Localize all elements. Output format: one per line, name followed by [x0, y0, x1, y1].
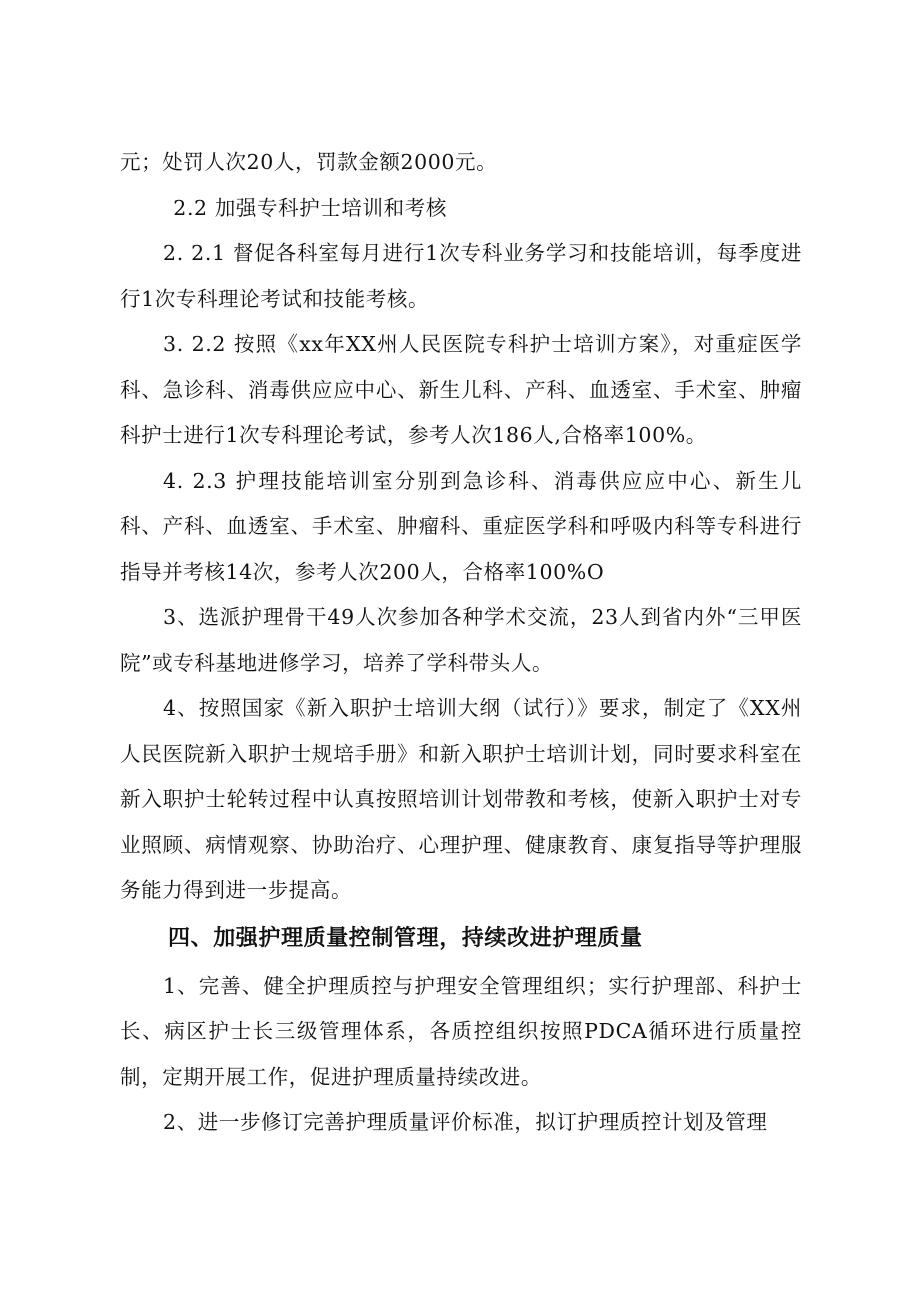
section-heading-quality-control: 四、加强护理质量控制管理，持续改进护理质量 [168, 925, 643, 951]
paragraph-2-2-3: 4. 2.3 护理技能培训室分别到急诊科、消毒供应应中心、新生儿科、产科、血透室、手术室、肿瘤科、重症医学科和呼吸内科等专科进行指导并考核14次，参考人次200人，合格率100%O [120, 468, 802, 584]
paragraph-backbone-selection: 3、选派护理骨干49人次参加各种学术交流，23人到省内外“三甲医院”或专科基地进修学习，培养了学科带头人。 [120, 605, 802, 675]
subheading-specialist-training: 2.2 加强专科护士培训和考核 [173, 195, 447, 220]
paragraph-2-2-2: 3. 2.2 按照《xx年XX州人民医院专科护士培训方案》，对重症医学科、急诊科、消毒供应应中心、新生儿科、产科、血透室、手术室、肿瘤科护士进行1次专科理论考试，参考人次186人,合格率100%。 [120, 332, 802, 447]
paragraph-quality-organization: 1、完善、健全护理质控与护理安全管理组织；实行护理部、科护士长、病区护士长三级管理体系，各质控组织按照PDCA循环进行质量控制，定期开展工作，促进护理质量持续改进。 [120, 973, 802, 1089]
paragraph-new-nurse-training: 4、按照国家《新入职护士培训大纲（试行）》要求，制定了《XX州人民医院新入职护士规培手册》和新入职护士培训计划，同时要求科室在新入职护士轮转过程中认真按照培训计划带教和考核，使新入职护士对专业照顾、病情观察、协助治疗、心理护理、健康教育、康复指导等护理服务能力得到进一步提高。 [120, 696, 802, 902]
document-page [120, 140, 802, 1146]
paragraph-2-2-1: 2. 2.1 督促各科室每月进行1次专科业务学习和技能培训，每季度进行1次专科理论考试和技能考核。 [120, 241, 802, 311]
paragraph-penalty-summary: 元；处罚人次20人，罚款金额2000元。 [120, 150, 498, 174]
paragraph-quality-standards: 2、进一步修订完善护理质量评价标准，拟订护理质控计划及管理 [163, 1110, 768, 1134]
